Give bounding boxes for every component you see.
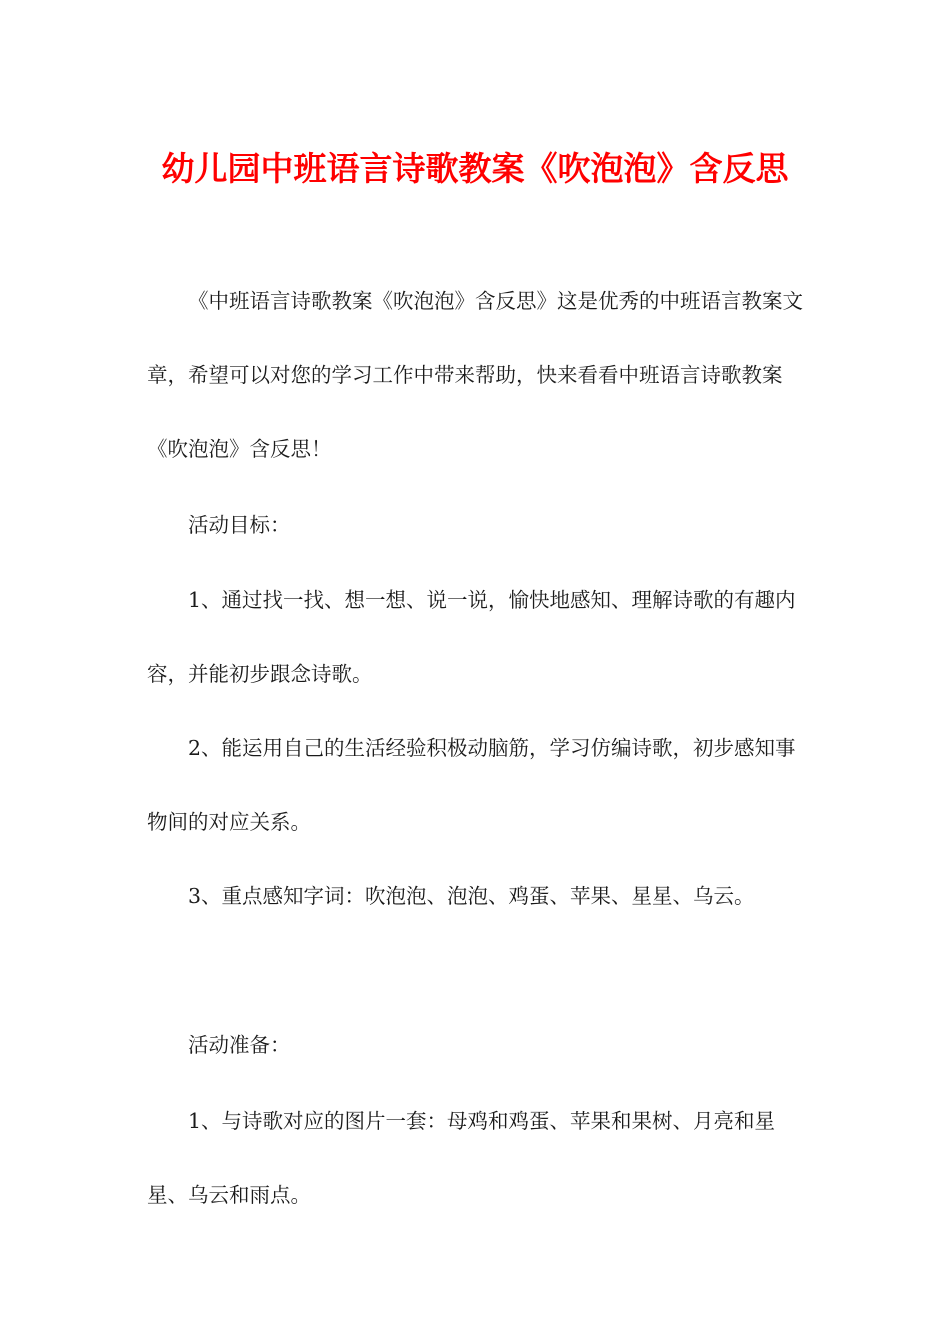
document-title: 幼儿园中班语言诗歌教案《吹泡泡》含反思 [161, 149, 789, 188]
goal-item-1: 1、通过找一找、想一想、说一说，愉快地感知、理解诗歌的有趣内容，并能初步跟念诗歌。 [147, 588, 796, 686]
intro-paragraph: 《中班语言诗歌教案《吹泡泡》含反思》这是优秀的中班语言教案文章，希望可以对您的学习工作中带来帮助，快来看看中班语言诗歌教案《吹泡泡》含反思！ [147, 289, 803, 461]
goals-heading: 活动目标： [188, 513, 291, 537]
preparation-heading: 活动准备： [188, 1033, 291, 1057]
goal-item-3: 3、重点感知字词：吹泡泡、泡泡、鸡蛋、苹果、星星、乌云。 [188, 884, 755, 908]
preparation-item-1: 1、与诗歌对应的图片一套：母鸡和鸡蛋、苹果和果树、月亮和星星、乌云和雨点。 [147, 1109, 776, 1207]
goal-item-2: 2、能运用自己的生活经验积极动脑筋，学习仿编诗歌，初步感知事物间的对应关系。 [147, 736, 796, 834]
